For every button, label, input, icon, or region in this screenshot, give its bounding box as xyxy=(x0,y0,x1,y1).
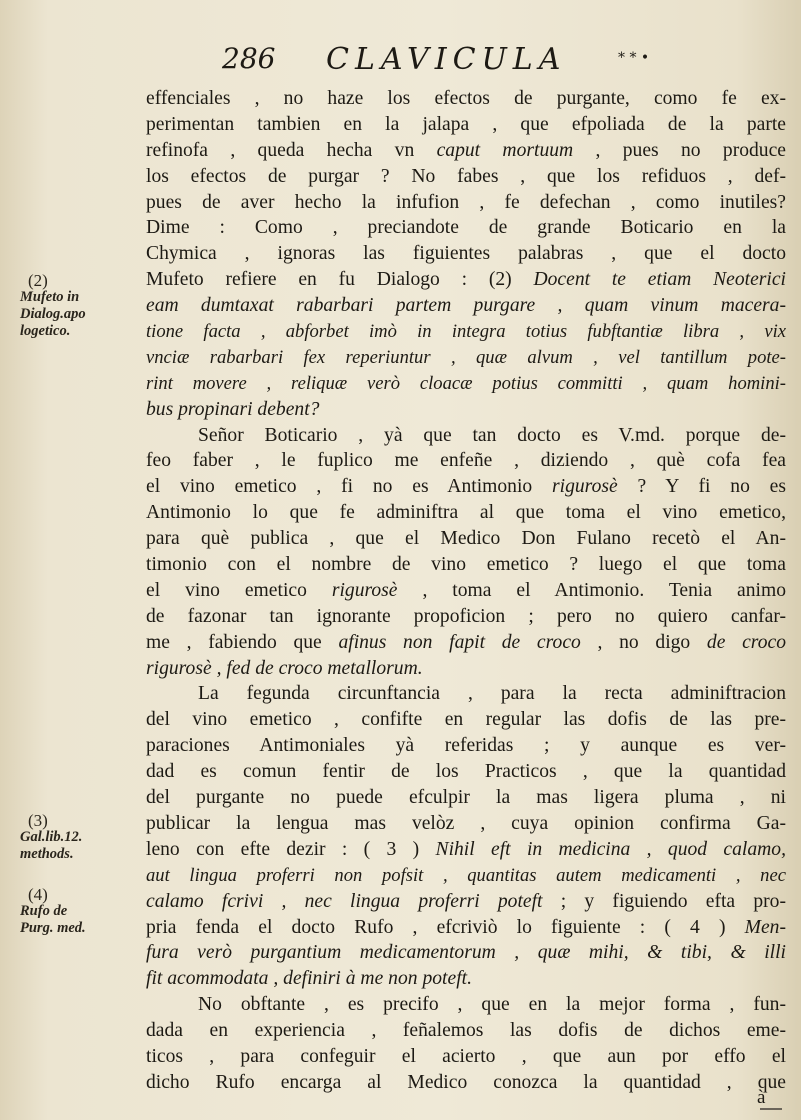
text-line xyxy=(146,940,786,966)
text-line xyxy=(146,759,786,785)
text-line xyxy=(146,707,786,733)
roman-text: Antimonio lo que fe adminiftra al que toma el vino emetico, xyxy=(146,502,786,524)
roman-text: ? Y fi no es xyxy=(617,476,786,498)
text-line xyxy=(146,293,786,319)
roman-text: paraciones Antimoniales yà referidas ; y aunque es ver- xyxy=(146,735,786,757)
roman-text: dicho Rufo encarga al Medico conozca la quantidad , que xyxy=(146,1071,786,1093)
roman-text: publicar la lengua mas velòz , cuya opinion confirma Ga- xyxy=(146,812,786,834)
text-line xyxy=(146,397,786,423)
text-line xyxy=(146,552,786,578)
italic-text: calamo fcrivi , nec lingua proferri poteft xyxy=(146,890,543,912)
text-line xyxy=(146,785,786,811)
roman-text: leno con efte dezir : ( 3 ) xyxy=(146,838,436,860)
text-line xyxy=(146,1044,786,1070)
text-line xyxy=(146,138,786,164)
text-line xyxy=(146,966,786,992)
text-line xyxy=(146,215,786,241)
italic-text: Docent te etiam Neoterici xyxy=(533,269,786,291)
roman-text: de fazonar tan ignorante propoficion ; pero no quiero canfar- xyxy=(146,605,786,627)
text-line xyxy=(146,915,786,941)
margin-note-4: (4) Rufo de Purg. med. xyxy=(20,885,86,936)
roman-text: del vino emetico , confifte en regular las dofis de las pre- xyxy=(146,709,786,731)
text-line xyxy=(146,448,786,474)
roman-text: pues de aver hecho la infufion , fe defechan , como inutiles? xyxy=(146,191,786,213)
text-line xyxy=(146,190,786,216)
roman-text: No obftante , es precifo , que en la mejor forma , fun- xyxy=(198,994,786,1016)
roman-text: del purgante no puede efculpir la mas ligera pluma , ni xyxy=(146,787,786,809)
text-line xyxy=(146,837,786,863)
roman-text: perimentan tambien en la jalapa , que efpoliada de la parte xyxy=(146,113,786,135)
text-line xyxy=(146,656,786,682)
running-title: CLAVICULA xyxy=(326,42,567,77)
text-line xyxy=(146,526,786,552)
roman-text: el vino emetico , fi no es Antimonio xyxy=(146,476,553,498)
margin-note-2: (2) Mufeto in Dialog.apo logetico. xyxy=(20,271,86,339)
italic-text: tione facta , abforbet imò in integra totius fubftantiæ libra , vix xyxy=(146,321,786,343)
roman-text: los efectos de purgar ? No fabes , que los refiduos , def- xyxy=(146,165,786,187)
italic-text: rigurosè , fed de croco metallorum. xyxy=(146,657,423,679)
roman-text: refinofa , queda hecha vn xyxy=(146,139,437,161)
italic-text: rint movere , reliquæ verò cloacæ potius committi , quam homini- xyxy=(146,372,786,394)
roman-text: pria fenda el docto Rufo , efcriviò lo figuiente : ( 4 ) xyxy=(146,916,745,938)
text-line xyxy=(146,164,786,190)
page-number: 286 xyxy=(222,42,276,75)
italic-text: aut lingua proferri non pofsit , quantitas autem medicamenti , nec xyxy=(146,864,786,886)
text-line xyxy=(146,112,786,138)
roman-text: me , fabiendo que xyxy=(146,631,339,653)
roman-text: timonio con el nombre de vino emetico ? luego el que toma xyxy=(146,554,786,576)
text-line xyxy=(146,1018,786,1044)
italic-text: rigurosè xyxy=(331,579,398,601)
roman-text: para què publica , que el Medico Don Fulano recetò el An- xyxy=(146,528,786,550)
roman-text: ticos , para confeguir el acierto , que aun por effo el xyxy=(146,1045,786,1067)
roman-text: dad es comun fentir de los Practicos , que la quantidad xyxy=(146,761,786,783)
roman-text: feo faber , le fuplico me enfeñe , diziendo , què cofa fea xyxy=(146,450,786,472)
roman-text: Mufeto refiere en fu Dialogo : (2) xyxy=(146,269,534,291)
roman-text: , no digo xyxy=(580,631,707,653)
text-line xyxy=(146,86,786,112)
italic-text: vnciæ rabarbari fex reperiuntur , quæ alvum , vel tantillum pote- xyxy=(146,346,786,368)
italic-text: eam dumtaxat rabarbari partem purgare , quam vinum macera- xyxy=(146,295,786,317)
italic-text: bus propinari debent? xyxy=(146,398,320,420)
text-line xyxy=(146,1070,786,1096)
italic-text: rigurosè xyxy=(552,476,618,498)
italic-text: de croco xyxy=(706,631,786,653)
roman-text: , toma el Antimonio. Tenia animo xyxy=(397,579,786,601)
text-line xyxy=(146,474,786,500)
italic-text: fura verò purgantium medicamentorum , quæ mihi, & tibi, & illi xyxy=(146,942,786,964)
catchword: à xyxy=(757,1087,766,1108)
text-line xyxy=(146,681,786,707)
catchword-rule xyxy=(760,1108,782,1110)
italic-text: fit acommodata , definiri à me non poteft. xyxy=(146,968,472,990)
margin-note-3: (3) Gal.lib.12. methods. xyxy=(20,811,83,862)
text-line xyxy=(146,889,786,915)
text-line xyxy=(146,371,786,397)
italic-text: afinus non fapit de croco xyxy=(338,631,581,653)
roman-text: el vino emetico xyxy=(146,579,332,601)
text-line xyxy=(146,578,786,604)
text-line xyxy=(146,811,786,837)
body-text xyxy=(146,86,786,1096)
roman-text: Chymica , ignoras las figuientes palabras , que el docto xyxy=(146,243,786,265)
text-line xyxy=(146,345,786,371)
roman-text: , pues no produce xyxy=(573,139,786,161)
roman-text: effenciales , no haze los efectos de purgante, como fe ex- xyxy=(146,88,786,109)
text-line xyxy=(146,733,786,759)
roman-text: Señor Boticario , yà que tan docto es V.md. porque de- xyxy=(198,424,786,446)
text-line xyxy=(146,423,786,449)
roman-text: La fegunda circunftancia , para la recta adminiftracion xyxy=(198,683,786,705)
italic-text: Men- xyxy=(744,916,786,938)
text-line xyxy=(146,500,786,526)
text-line xyxy=(146,630,786,656)
text-line xyxy=(146,319,786,345)
text-line xyxy=(146,241,786,267)
text-line xyxy=(146,604,786,630)
text-line xyxy=(146,863,786,889)
roman-text: Dime : Como , preciandote de grande Boticario en la xyxy=(146,217,786,239)
page-header xyxy=(0,42,801,82)
italic-text: caput mortuum xyxy=(436,139,574,161)
roman-text: ; y figuiendo efta pro- xyxy=(542,890,786,912)
header-marks: * * • xyxy=(618,50,650,66)
italic-text: Nihil eft in medicina , quod calamo, xyxy=(435,838,786,860)
text-line xyxy=(146,267,786,293)
text-line xyxy=(146,992,786,1018)
roman-text: dada en experiencia , feñalemos las dofis de dichos eme- xyxy=(146,1020,786,1042)
